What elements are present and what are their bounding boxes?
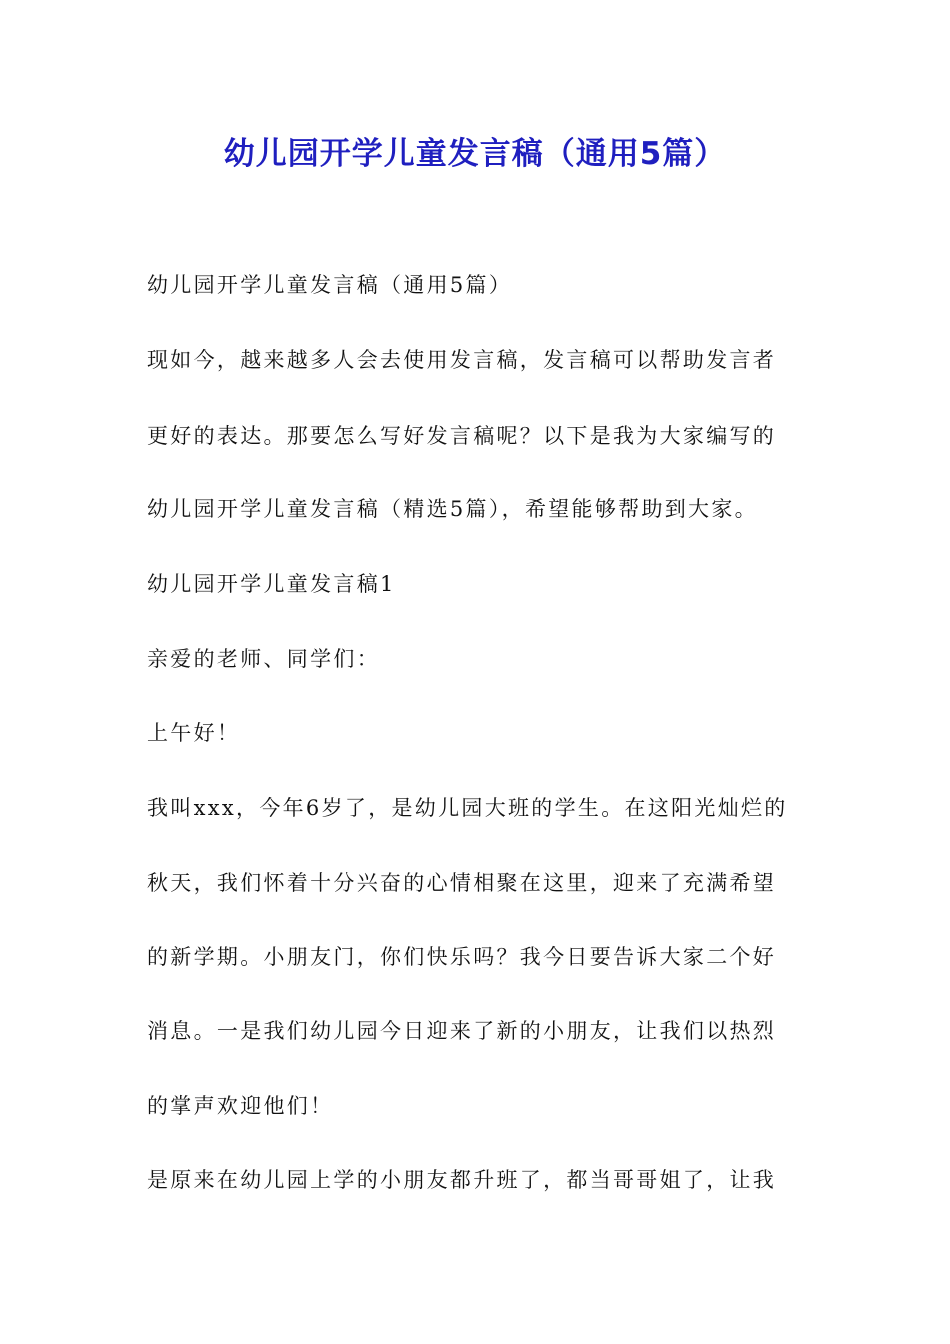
paragraph-line: 更好的表达。那要怎么写好发言稿呢？以下是我为大家编写的 xyxy=(147,424,777,448)
paragraph-line: 现如今，越来越多人会去使用发言稿，发言稿可以帮助发言者 xyxy=(147,348,777,372)
paragraph-line: 的掌声欢迎他们！ xyxy=(147,1094,334,1118)
greeting-line: 上午好！ xyxy=(147,721,241,745)
paragraph-line: 是原来在幼儿园上学的小朋友都升班了，都当哥哥姐了，让我 xyxy=(147,1168,777,1192)
section-heading: 幼儿园开学儿童发言稿1 xyxy=(147,572,396,596)
paragraph-line: 消息。一是我们幼儿园今日迎来了新的小朋友，让我们以热烈 xyxy=(147,1019,777,1043)
document-title: 幼儿园开学儿童发言稿（通用5篇） xyxy=(223,136,727,172)
paragraph-line: 的新学期。小朋友门，你们快乐吗？我今日要告诉大家二个好 xyxy=(147,945,777,969)
subtitle-line: 幼儿园开学儿童发言稿（通用5篇） xyxy=(147,273,513,297)
paragraph-line: 幼儿园开学儿童发言稿（精选5篇），希望能够帮助到大家。 xyxy=(147,497,758,521)
paragraph-line: 我叫xxx，今年6岁了，是幼儿园大班的学生。在这阳光灿烂的 xyxy=(147,796,788,820)
salutation-line: 亲爱的老师、同学们： xyxy=(147,647,380,671)
paragraph-line: 秋天，我们怀着十分兴奋的心情相聚在这里，迎来了充满希望 xyxy=(147,871,777,895)
